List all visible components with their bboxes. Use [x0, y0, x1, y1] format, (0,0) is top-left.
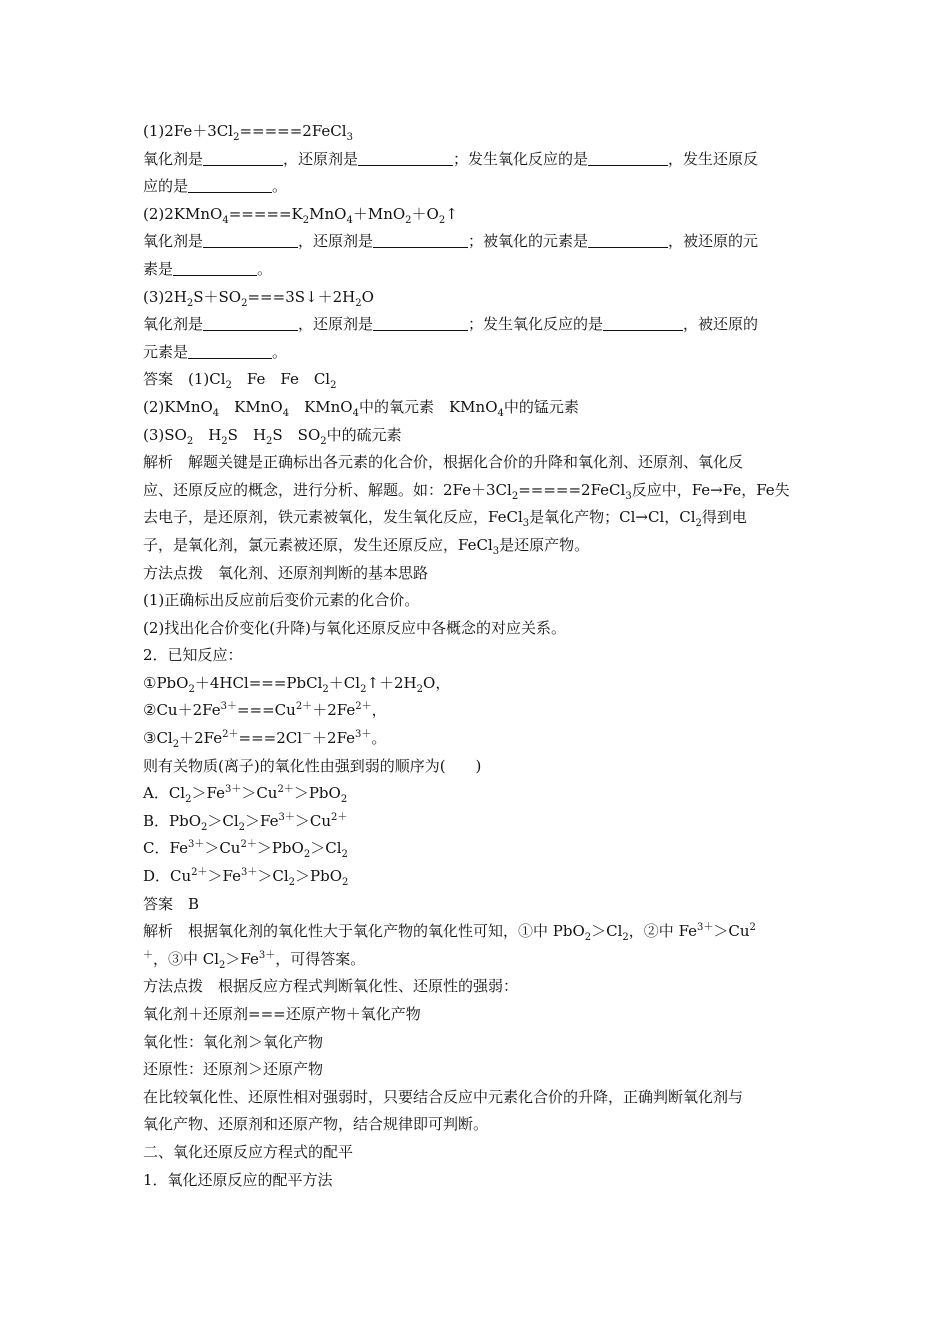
answer-blank — [203, 147, 283, 166]
analysis-line: ＋，③中 $Cl_2>Fe^{3+}$，可得答案。 — [143, 949, 366, 971]
answer-blank — [588, 229, 668, 248]
answer-blank — [373, 229, 468, 248]
answer-3: $(3)SO_2$ $H_2S$ $H_2S$ $SO_2$中的硫元素 — [143, 425, 402, 447]
question-2-line-2: 素是 。 — [143, 256, 813, 284]
equation-3: $(3)2H_2S+SO_2===3S↓+2H_2O$ — [143, 287, 374, 309]
answer-blank — [603, 312, 683, 331]
question-2-title: 2．已知反应： — [143, 646, 243, 665]
document-body — [143, 118, 813, 1194]
method-tip-line: (2)找出化合价变化(升降)与氧化还原反应中各概念的对应关系。 — [143, 618, 566, 637]
answer: 答案 B — [143, 894, 200, 913]
reaction-1: $①PbO_2+4HCl===PbCl_2+Cl_2↑+2H_2O$， — [143, 673, 451, 695]
method-tip-line: 氧化剂＋还原剂===还原产物＋氧化产物 — [143, 1005, 421, 1023]
reaction-2: $②Cu+2Fe^{3+}===Cu^{2+}+2Fe^{2+}$， — [143, 701, 387, 720]
method-tip-title: 方法点拨 氧化剂、还原剂判断的基本思路 — [143, 563, 429, 582]
equation-1: $(1)2Fe+3Cl_2=====2FeCl_3$ — [143, 122, 353, 143]
analysis-line: 应、还原反应的概念，进行分析、解题。如：$2Fe+3Cl_2=====2FeCl_3$反应中，Fe→Fe，Fe失 — [143, 480, 790, 502]
question-2-line-1: 氧化剂是 ，还原剂是 ；被氧化的元素是 ，被还原的元 — [143, 228, 813, 256]
reaction-3: $③Cl_2+2Fe^{2+}===2Cl^-+2Fe^{3+}$。 — [143, 729, 387, 751]
analysis-line: 解析 解题关键是正确标出各元素的化合价，根据化合价的升降和氧化剂、还原剂、氧化反 — [143, 453, 744, 472]
method-tip-line: 还原性：还原剂＞还原产物 — [143, 1060, 324, 1079]
option-c: C．$Fe^{3+}>Cu^{2+}>PbO_2>Cl_2$ — [143, 839, 348, 861]
answer-blank — [203, 229, 298, 248]
method-tip-line: 氧化产物、还原剂和还原产物，结合规律即可判断。 — [143, 1115, 489, 1134]
analysis-line: 去电子，是还原剂，铁元素被氧化，发生氧化反应，FeCl$_3$是氧化产物；Cl→Cl，$Cl_2$得到电 — [143, 508, 747, 530]
option-d: D．$Cu^{2+}>Fe^{3+}>Cl_2>PbO_2$ — [143, 867, 349, 889]
method-tip-title: 方法点拨 根据反应方程式判断氧化性、还原性的强弱： — [143, 977, 519, 996]
subsection-title: 1．氧化还原反应的配平方法 — [143, 1170, 333, 1189]
method-tip-line: (1)正确标出反应前后变价元素的化合价。 — [143, 591, 420, 610]
analysis-line: 解析 根据氧化剂的氧化性大于氧化产物的氧化性可知，①中 $PbO_2>Cl_2$，②中 $Fe^{3+}>Cu^2$ — [143, 922, 756, 944]
option-a: A．$Cl_2>Fe^{3+}>Cu^{2+}>PbO_2$ — [143, 784, 348, 806]
answer-blank — [588, 147, 668, 166]
equation-2: $(2)2KMnO_4=====K_2MnO_4+MnO_2+O_2↑$ — [143, 204, 458, 226]
answer-blank — [188, 174, 272, 193]
answer-2: (2)KMnO$_4$ KMnO$_4$ KMnO$_4$中的氧元素 KMnO$_4$中的锰元素 — [143, 397, 579, 419]
method-tip-line: 氧化性：氧化剂＞氧化产物 — [143, 1032, 324, 1051]
question-1-line-2: 应的是 。 — [143, 173, 813, 201]
question-2-stem: 则有关物质(离子)的氧化性由强到弱的顺序为( ) — [143, 756, 482, 775]
question-1-line-1: 氧化剂是 ，还原剂是 ；发生氧化反应的是 ，发生还原反 — [143, 146, 813, 174]
section-title: 二、氧化还原反应方程式的配平 — [143, 1142, 354, 1161]
analysis-line: 子，是氧化剂，氯元素被还原，发生还原反应，FeCl$_3$是还原产物。 — [143, 535, 590, 557]
answer-blank — [358, 147, 453, 166]
answer-blank — [188, 340, 272, 359]
method-tip-line: 在比较氧化性、还原性相对强弱时，只要结合反应中元素化合价的升降，正确判断氧化剂与 — [143, 1087, 744, 1106]
answer-1: 答案 $(1)Cl_2$ Fe Fe $Cl_2$ — [143, 370, 337, 392]
answer-blank — [173, 257, 257, 276]
answer-blank — [373, 312, 468, 331]
option-b: B．$PbO_2>Cl_2>Fe^{3+}>Cu^{2+}$ — [143, 811, 348, 833]
question-3-line-1: 氧化剂是 ，还原剂是 ；发生氧化反应的是 ，被还原的 — [143, 311, 813, 339]
question-3-line-2: 元素是 。 — [143, 339, 813, 367]
answer-blank — [203, 312, 298, 331]
